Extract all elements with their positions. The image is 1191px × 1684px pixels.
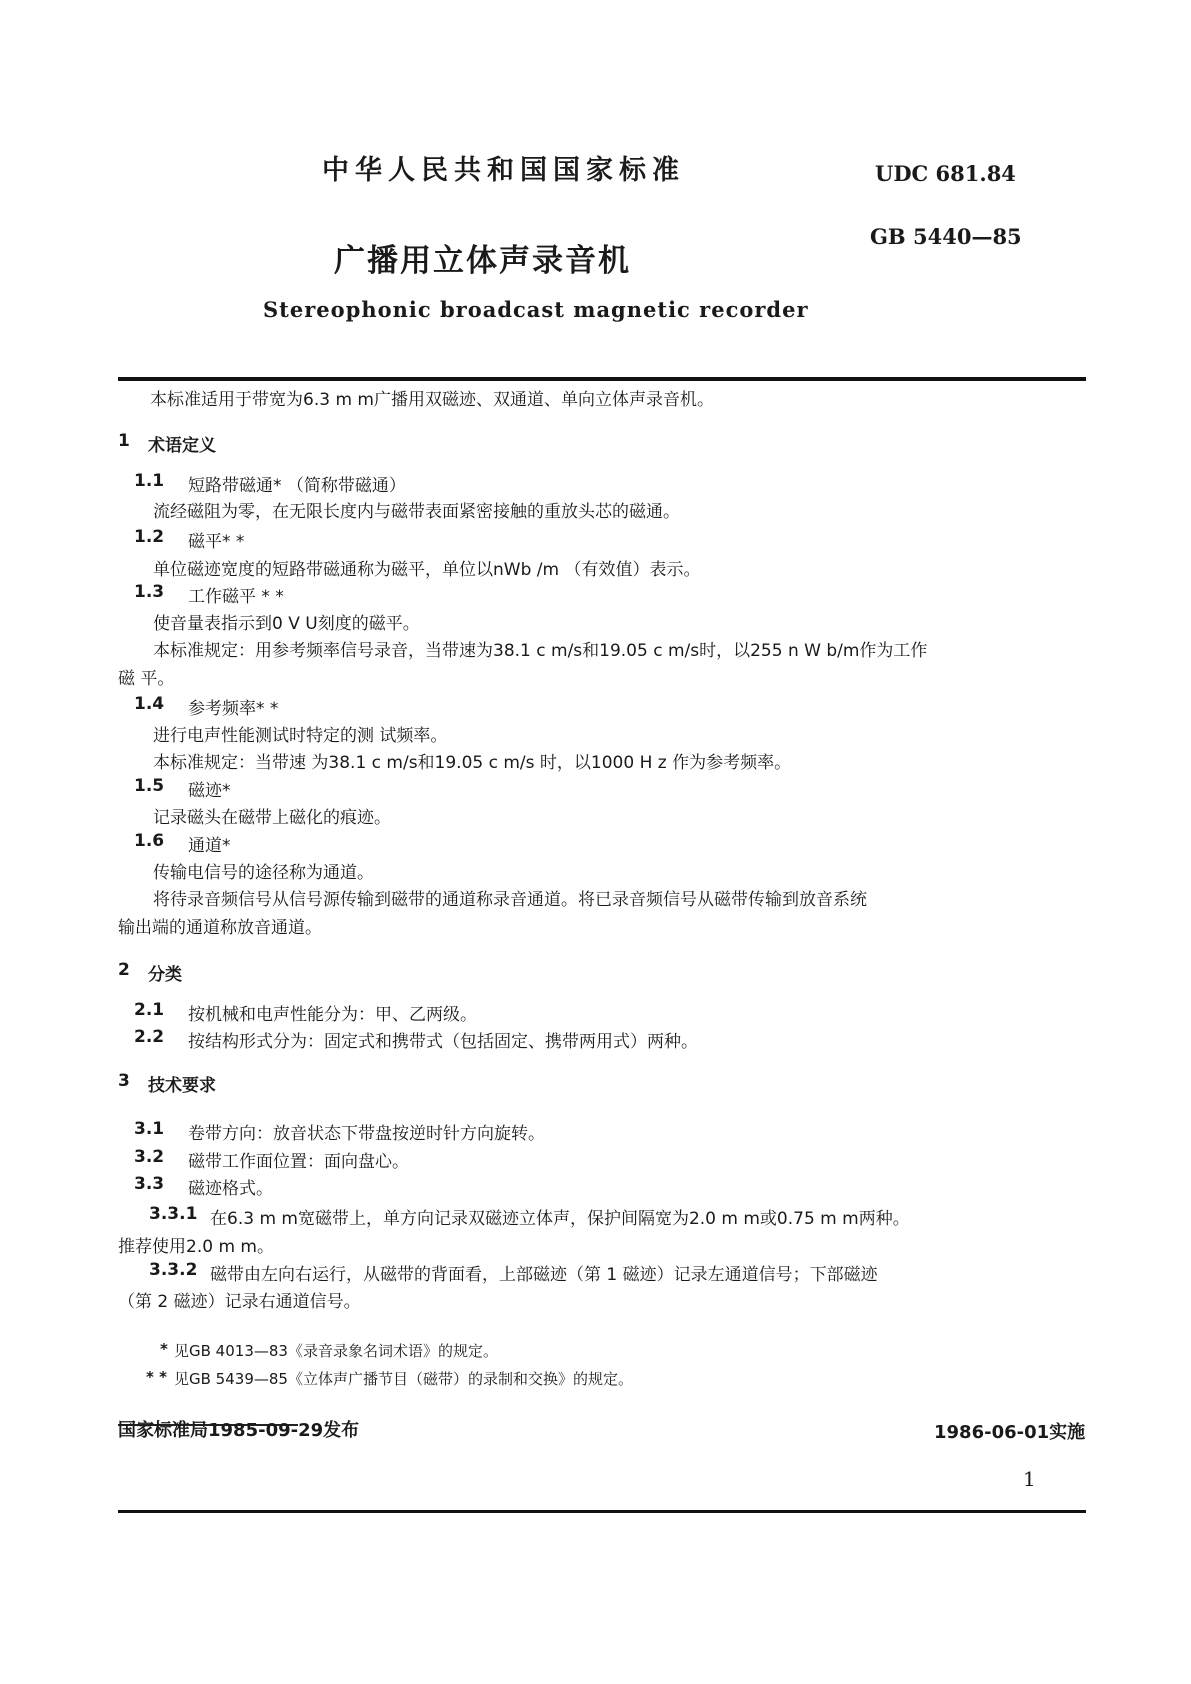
clause-1-4-text-1: 进行电声性能测试时特定的测 试频率。	[153, 726, 448, 746]
footnote-1-text: 见GB 4013—83《录音录象名词术语》的规定。	[174, 1342, 498, 1360]
clause-3-3-1-number: 3.3.1	[149, 1204, 198, 1224]
standard-type-heading: 中华人民共和国国家标准	[322, 155, 685, 186]
footnote-1-mark: *	[160, 1340, 168, 1358]
section-3-number: 3	[118, 1071, 130, 1091]
clause-1-2-text: 单位磁迹宽度的短路带磁通称为磁平，单位以nWb /m （有效值）表示。	[153, 560, 701, 580]
document-title-en: Stereophonic broadcast magnetic recorder	[263, 297, 809, 322]
clause-1-5-number: 1.5	[134, 776, 165, 796]
scope-paragraph: 本标准适用于带宽为6.3 m m广播用双磁迹、双通道、单向立体声录音机。	[150, 390, 714, 410]
clause-1-2-number: 1.2	[134, 527, 165, 547]
clause-1-2-title: 磁平* *	[188, 532, 245, 552]
clause-2-2-text: 按结构形式分为：固定式和携带式（包括固定、携带两用式）两种。	[188, 1032, 698, 1052]
section-2-number: 2	[118, 960, 130, 980]
gb-number: GB 5440—85	[870, 224, 1022, 249]
clause-2-2-number: 2.2	[134, 1027, 165, 1047]
clause-1-5-title: 磁迹*	[188, 781, 231, 801]
clause-1-3-text-2: 本标准规定：用参考频率信号录音，当带速为38.1 c m/s和19.05 c m/s时，以255 n W b/m作为工作	[153, 641, 928, 661]
clause-3-1-text: 卷带方向：放音状态下带盘按逆时针方向旋转。	[188, 1124, 545, 1144]
section-1-number: 1	[118, 431, 130, 451]
footer-divider	[118, 1510, 1086, 1513]
document-title-cn: 广播用立体声录音机	[334, 243, 631, 279]
clause-3-3-2-text-1: 磁带由左向右运行，从磁带的背面看，上部磁迹（第 1 磁迹）记录左通道信号；下部磁迹	[210, 1265, 878, 1285]
clause-1-6-title: 通道*	[188, 836, 231, 856]
clause-3-2-number: 3.2	[134, 1147, 165, 1167]
clause-1-4-text-2: 本标准规定：当带速 为38.1 c m/s和19.05 c m/s 时，以1000 H z 作为参考频率。	[153, 753, 792, 773]
clause-3-3-2-text-2: （第 2 磁迹）记录右通道信号。	[118, 1292, 361, 1312]
clause-3-3-number: 3.3	[134, 1174, 165, 1194]
clause-3-2-text: 磁带工作面位置：面向盘心。	[188, 1152, 409, 1172]
clause-1-1-number: 1.1	[134, 471, 165, 491]
clause-1-6-text-1: 传输电信号的途径称为通道。	[153, 863, 374, 883]
clause-1-3-text-1: 使音量表指示到0 V U刻度的磁平。	[153, 614, 420, 634]
clause-2-1-text: 按机械和电声性能分为：甲、乙两级。	[188, 1005, 477, 1025]
clause-3-3-2-number: 3.3.2	[149, 1260, 198, 1280]
clause-2-1-number: 2.1	[134, 1000, 165, 1020]
clause-1-4-title: 参考频率* *	[188, 699, 279, 719]
footnote-2-text: 见GB 5439—85《立体声广播节目（磁带）的录制和交换》的规定。	[174, 1370, 633, 1388]
clause-3-1-number: 3.1	[134, 1119, 165, 1139]
clause-3-3-1-text-1: 在6.3 m m宽磁带上，单方向记录双磁迹立体声，保护间隔宽为2.0 m m或0.75 m m两种。	[210, 1209, 910, 1229]
clause-1-6-text-3: 输出端的通道称放音通道。	[118, 918, 322, 938]
clause-1-3-text-3: 磁 平。	[118, 669, 175, 689]
clause-1-1-title: 短路带磁通* （简称带磁通）	[188, 476, 406, 496]
section-3-title: 技术要求	[148, 1076, 216, 1096]
clause-3-3-1-text-2: 推荐使用2.0 m m。	[118, 1237, 274, 1257]
footnote-2-mark: * *	[146, 1368, 167, 1386]
clause-1-5-text: 记录磁头在磁带上磁化的痕迹。	[153, 808, 391, 828]
issue-date: 国家标准局1985-09-29发布	[118, 1420, 360, 1441]
clause-1-3-number: 1.3	[134, 582, 165, 602]
clause-3-3-text: 磁迹格式。	[188, 1179, 273, 1199]
clause-1-1-text: 流经磁阻为零，在无限长度内与磁带表面紧密接触的重放头芯的磁通。	[153, 502, 680, 522]
clause-1-6-number: 1.6	[134, 831, 165, 851]
clause-1-3-title: 工作磁平 * *	[188, 587, 284, 607]
clause-1-4-number: 1.4	[134, 694, 165, 714]
implementation-date: 1986-06-01实施	[934, 1422, 1086, 1443]
section-2-title: 分类	[148, 965, 182, 985]
page-number: 1	[1023, 1467, 1036, 1491]
clause-1-6-text-2: 将待录音频信号从信号源传输到磁带的通道称录音通道。将已录音频信号从磁带传输到放音系统	[153, 890, 867, 910]
section-1-title: 术语定义	[148, 436, 216, 456]
header-divider	[118, 377, 1086, 381]
udc-code: UDC 681.84	[875, 161, 1016, 186]
